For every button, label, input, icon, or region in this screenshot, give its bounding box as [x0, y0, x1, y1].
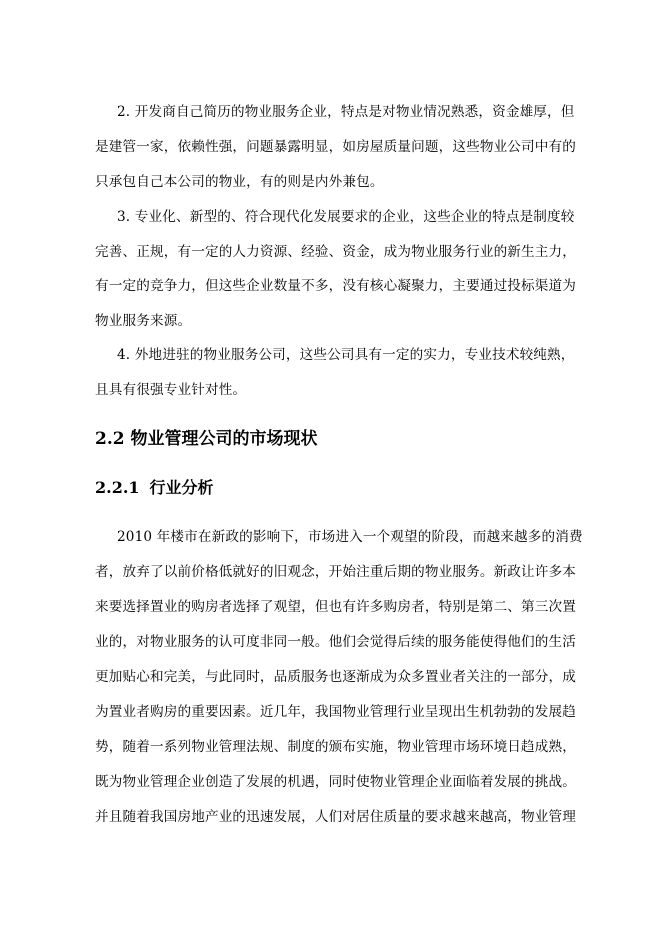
paragraph-2-line-3: 只承包自己本公司的物业，有的则是内外兼包。	[95, 174, 384, 190]
industry-line-3: 来要选择置业的购房者选择了观望，但也有许多购房者，特别是第二、第三次置	[95, 599, 577, 615]
paragraph-2-line-1: 2. 开发商自己简历的物业服务企业，特点是对物业情况熟悉，资金雄厚，但	[117, 104, 575, 120]
paragraph-4-line-2: 且具有很强专业针对性。	[95, 382, 247, 398]
industry-line-8: 既为物业管理企业创造了发展的机遇，同时使物业管理企业面临着发展的挑战。	[95, 774, 577, 790]
industry-line-9: 并且随着我国房地产业的迅速发展，人们对居住质量的要求越来越高，物业管理	[95, 809, 577, 825]
industry-line-7: 势，随着一系列物业管理法规、制度的颁布实施，物业管理市场环境日趋成熟，	[95, 739, 577, 755]
paragraph-3-line-3: 有一定的竞争力，但这些企业数量不多，没有核心凝聚力，主要通过投标渠道为	[95, 278, 577, 294]
paragraph-3-line-2: 完善、正规，有一定的人力资源、经验、资金，成为物业服务行业的新生主力，	[95, 244, 577, 260]
section-2-2-1-heading	[95, 478, 214, 498]
industry-line-2: 者，放弃了以前价格低就好的旧观念，开始注重后期的物业服务。新政让许多本	[95, 564, 577, 580]
section-2-2-1-number: 2.2.1	[95, 478, 140, 497]
section-2-2-1-title: 行业分析	[149, 478, 214, 497]
paragraph-3-line-4: 物业服务来源。	[95, 313, 192, 329]
industry-line-6: 为置业者购房的重要因素。近几年，我国物业管理行业呈现出生机勃勃的发展趋	[95, 704, 577, 720]
industry-line-1: 2010 年楼市在新政的影响下，市场进入一个观望的阶段，而越来越多的消费	[117, 529, 583, 545]
paragraph-4-line-1: 4. 外地进驻的物业服务公司，这些公司具有一定的实力，专业技术较纯熟，	[117, 347, 575, 363]
paragraph-2-line-2: 是建管一家，依赖性强，问题暴露明显，如房屋质量问题，这些物业公司中有的	[95, 139, 577, 155]
industry-line-5: 更加贴心和完美，与此同时，品质服务也逐渐成为众多置业者关注的一部分，成	[95, 669, 577, 685]
industry-line-4: 业的，对物业服务的认可度非同一般。他们会觉得后续的服务能使得他们的生活	[95, 634, 577, 650]
paragraph-3-line-1: 3. 专业化、新型的、符合现代化发展要求的企业，这些企业的特点是制度较	[117, 209, 575, 225]
section-2-2-heading: 2.2 物业管理公司的市场现状	[95, 429, 318, 449]
